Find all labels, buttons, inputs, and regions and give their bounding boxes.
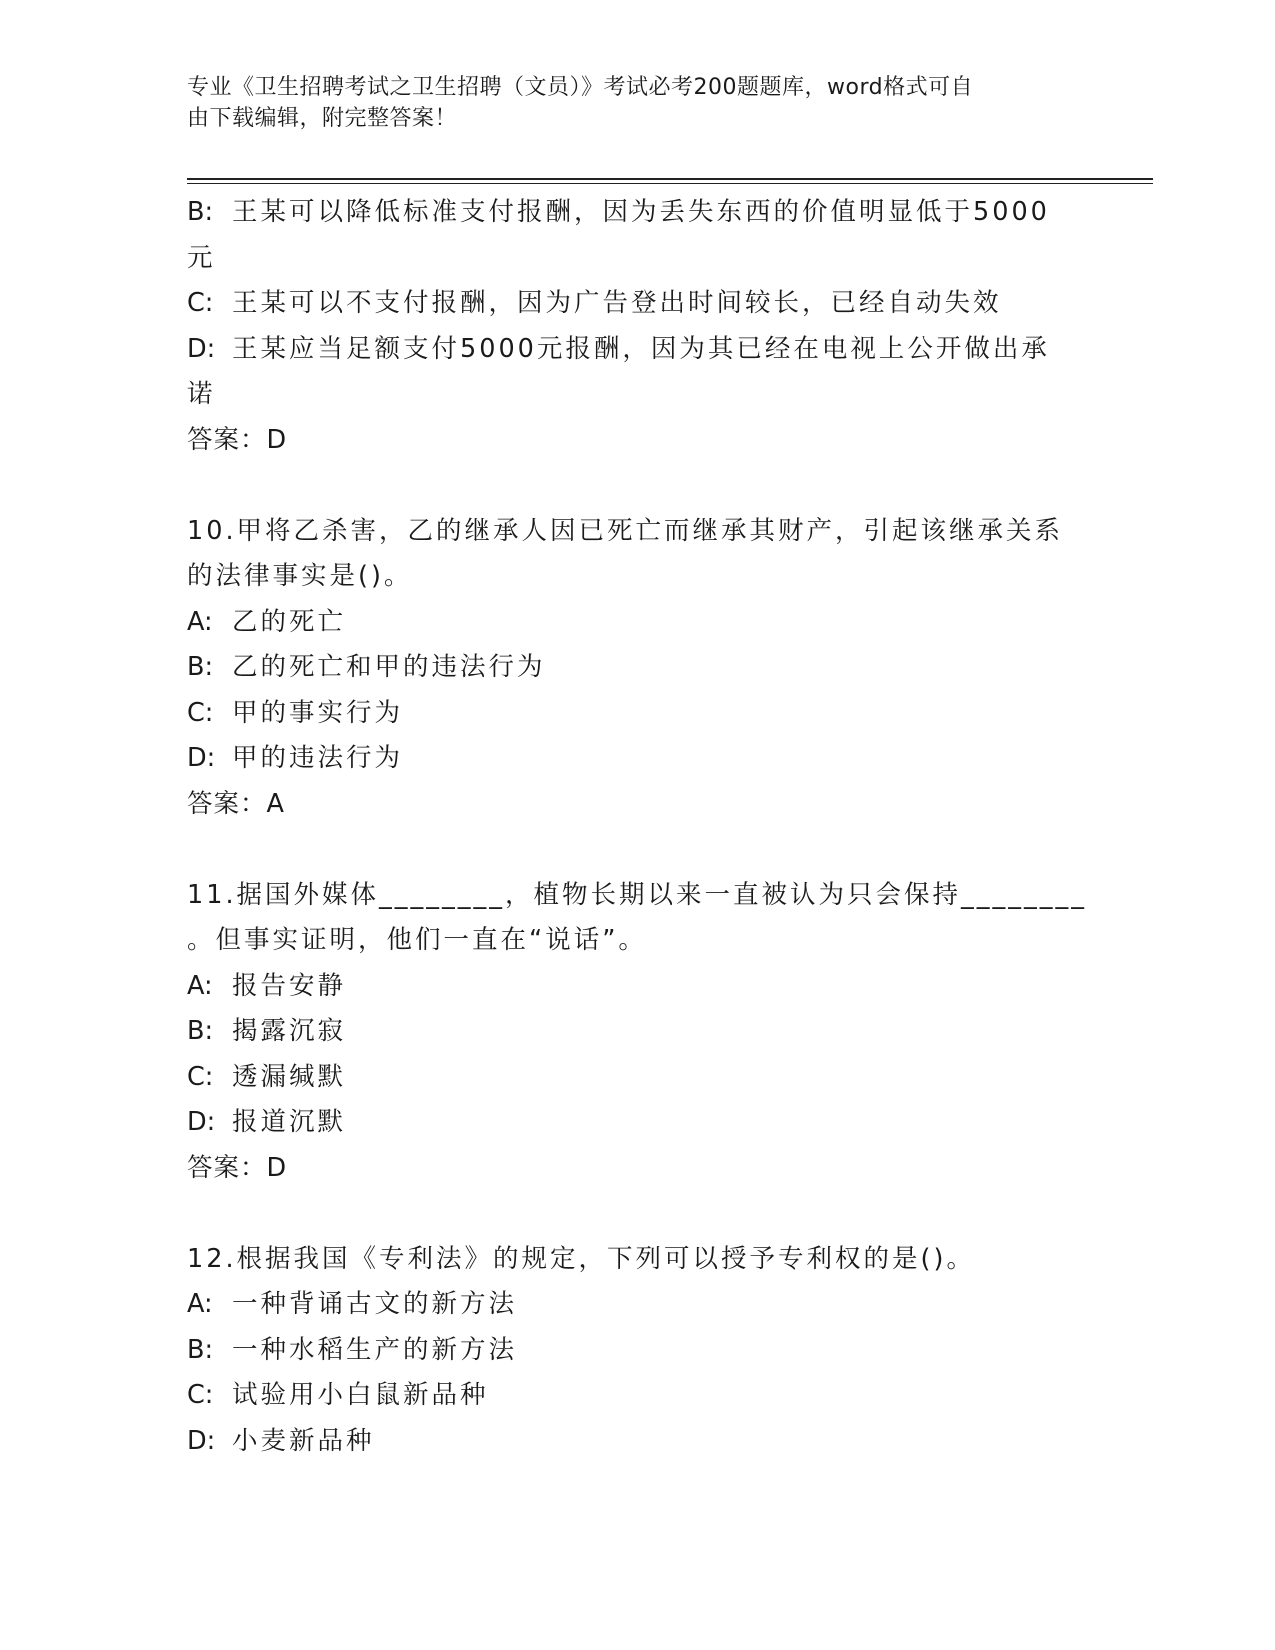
option-label: D: bbox=[187, 1107, 216, 1137]
q11-option-b bbox=[187, 1009, 1067, 1055]
header-line-2: 由下载编辑，附完整答案！ bbox=[187, 106, 458, 131]
option-text: 乙的死亡 bbox=[232, 606, 347, 637]
option-label: D: bbox=[187, 1425, 216, 1456]
q12-stem: 12.根据我国《专利法》的规定，下列可以授予专利权的是()。 bbox=[187, 1243, 975, 1274]
option-text: 乙的死亡和甲的违法行为 bbox=[232, 652, 546, 682]
document-body bbox=[187, 190, 1088, 1464]
header-divider-thin bbox=[187, 183, 1153, 184]
q11-option-c bbox=[187, 1055, 1067, 1101]
option-text: 王某可以降低标准支付报酬，因为丢失东西的价值明显低于5000 bbox=[232, 197, 1050, 227]
option-label: C: bbox=[187, 288, 214, 318]
option-text: 甲的违法行为 bbox=[232, 743, 404, 773]
q10-stem-continued: 的法律事实是()。 bbox=[187, 561, 413, 591]
q12-option-b bbox=[187, 1328, 1067, 1374]
option-label: B: bbox=[187, 652, 214, 682]
q12-option-c bbox=[187, 1373, 1067, 1419]
option-label: B: bbox=[187, 197, 214, 227]
option-text: 一种背诵古文的新方法 bbox=[232, 1289, 518, 1319]
header-line-1: 专业《卫生招聘考试之卫生招聘（文员）》考试必考200题题库，word格式可自 bbox=[187, 75, 974, 100]
option-label: C: bbox=[187, 1061, 214, 1092]
q11-answer: 答案：D bbox=[187, 1152, 288, 1183]
q11-stem: 11.据国外媒体________，植物长期以来一直被认为只会保持________ bbox=[187, 879, 1088, 910]
q10-option-d bbox=[187, 736, 1067, 782]
option-label: A: bbox=[187, 1289, 213, 1319]
q9-option-d bbox=[187, 327, 1067, 373]
option-text: 报道沉默 bbox=[232, 1107, 347, 1137]
option-text: 王某可以不支付报酬，因为广告登出时间较长，已经自动失效 bbox=[232, 288, 1002, 318]
option-text: 报告安静 bbox=[232, 970, 347, 1001]
option-text: 小麦新品种 bbox=[232, 1425, 375, 1456]
q10-stem: 10.甲将乙杀害，乙的继承人因已死亡而继承其财产，引起该继承关系 bbox=[187, 515, 1064, 546]
q12-option-d bbox=[187, 1419, 1067, 1465]
spacer bbox=[187, 463, 1067, 509]
option-text: 揭露沉寂 bbox=[232, 1016, 347, 1046]
option-label: B: bbox=[187, 1334, 214, 1365]
q11-option-d bbox=[187, 1100, 1067, 1146]
option-label: B: bbox=[187, 1016, 214, 1046]
q9-option-d-continued: 诺 bbox=[187, 379, 216, 409]
q9-option-c bbox=[187, 281, 1067, 327]
q12-option-a bbox=[187, 1282, 1067, 1328]
q9-answer: 答案：D bbox=[187, 424, 288, 455]
option-text: 一种水稻生产的新方法 bbox=[232, 1334, 518, 1365]
option-text: 王某应当足额支付5000元报酬，因为其已经在电视上公开做出承 bbox=[232, 333, 1050, 364]
option-label: A: bbox=[187, 606, 213, 637]
q9-option-b-continued: 元 bbox=[187, 242, 216, 273]
q10-option-a bbox=[187, 600, 1067, 646]
option-text: 试验用小白鼠新品种 bbox=[232, 1380, 489, 1410]
option-text: 甲的事实行为 bbox=[232, 697, 404, 728]
option-label: C: bbox=[187, 697, 214, 728]
option-text: 透漏缄默 bbox=[232, 1061, 347, 1092]
q10-option-c bbox=[187, 691, 1067, 737]
q9-option-b bbox=[187, 190, 1067, 236]
spacer bbox=[187, 827, 1067, 873]
document-header bbox=[187, 72, 1067, 134]
option-label: C: bbox=[187, 1380, 214, 1410]
q11-stem-continued: 。但事实证明，他们一直在“说话”。 bbox=[187, 925, 647, 955]
option-label: D: bbox=[187, 333, 216, 364]
q10-answer: 答案：A bbox=[187, 788, 285, 819]
q11-option-a bbox=[187, 964, 1067, 1010]
spacer bbox=[187, 1191, 1067, 1237]
q10-option-b bbox=[187, 645, 1067, 691]
header-divider-thick bbox=[187, 178, 1153, 180]
option-label: D: bbox=[187, 743, 216, 773]
option-label: A: bbox=[187, 970, 213, 1001]
